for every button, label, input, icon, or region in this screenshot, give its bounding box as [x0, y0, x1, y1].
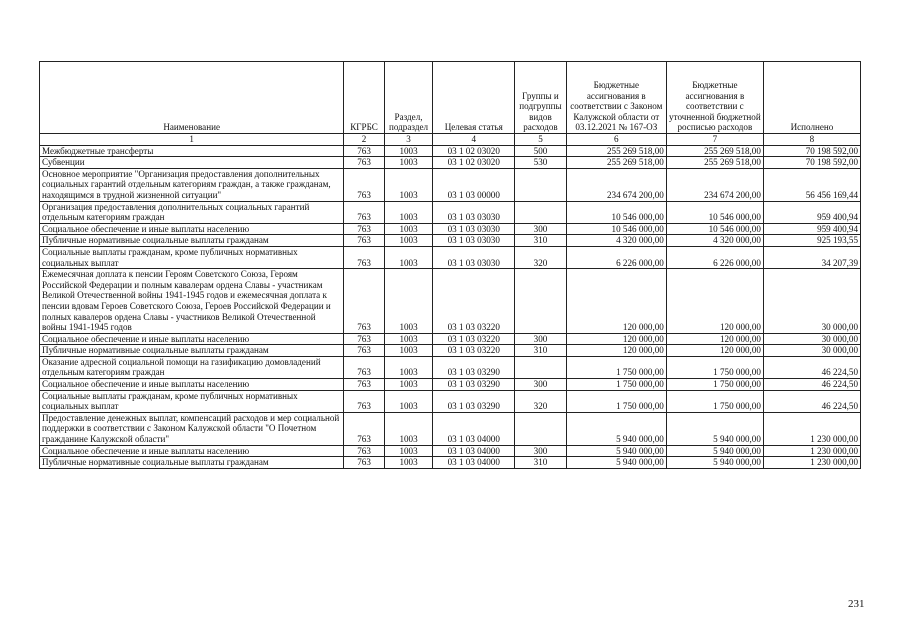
row-executed: 959 400,94: [763, 201, 860, 223]
table-row: [40, 168, 861, 201]
table-row: [40, 223, 861, 235]
row-law-allocation: 4 320 000,00: [566, 235, 666, 247]
row-kgrbs: 763: [344, 412, 384, 445]
row-plan-allocation: 10 546 000,00: [666, 201, 763, 223]
row-group: 500: [515, 145, 567, 157]
row-section: 1003: [384, 223, 433, 235]
header-name: Наименование: [40, 62, 344, 134]
table-row: [40, 390, 861, 412]
row-name: Социальное обеспечение и иные выплаты населению: [40, 223, 344, 235]
row-kgrbs: 763: [344, 390, 384, 412]
row-kgrbs: 763: [344, 246, 384, 268]
row-section: 1003: [384, 445, 433, 457]
row-group: 310: [515, 235, 567, 247]
table-row: [40, 246, 861, 268]
row-executed: 1 230 000,00: [763, 457, 860, 469]
header-section: Раздел, подраздел: [384, 62, 433, 134]
row-plan-allocation: 5 940 000,00: [666, 457, 763, 469]
row-executed: 30 000,00: [763, 333, 860, 345]
page-number: 231: [848, 598, 865, 610]
header-executed: Исполнено: [763, 62, 860, 134]
column-number: 8: [763, 134, 860, 146]
header-row: [40, 62, 861, 134]
row-name: Ежемесячная доплата к пенсии Героям Советского Союза, Героям Российской Федерации и полным кавалерам ордена Славы - участникам Великой Отечественной войны 1941-1945 годов и ежемесячная доплата к пенсии вдовам Героев Советского Союза, Героев Российской Федерации и полных кавалеров ордена Славы - участников Великой Отечественной войны 1941-1945 годов: [40, 269, 344, 334]
row-section: 1003: [384, 412, 433, 445]
row-target: 03 1 03 03030: [433, 246, 515, 268]
column-number: 2: [344, 134, 384, 146]
row-executed: 56 456 169,44: [763, 168, 860, 201]
row-group: [515, 356, 567, 378]
table-row: [40, 356, 861, 378]
row-kgrbs: 763: [344, 269, 384, 334]
row-executed: 46 224,50: [763, 356, 860, 378]
row-section: 1003: [384, 269, 433, 334]
header-plan-allocations: Бюджетные ассигнования в соответствии с уточненной бюджетной росписью расходов: [666, 62, 763, 134]
row-kgrbs: 763: [344, 201, 384, 223]
row-section: 1003: [384, 168, 433, 201]
row-name: Социальное обеспечение и иные выплаты населению: [40, 445, 344, 457]
row-plan-allocation: 1 750 000,00: [666, 379, 763, 391]
row-target: 03 1 03 03030: [433, 223, 515, 235]
row-group: 310: [515, 345, 567, 357]
table-row: [40, 445, 861, 457]
row-executed: 925 193,55: [763, 235, 860, 247]
row-target: 03 1 03 03030: [433, 235, 515, 247]
table-row: [40, 235, 861, 247]
row-group: [515, 269, 567, 334]
row-plan-allocation: 10 546 000,00: [666, 223, 763, 235]
row-section: 1003: [384, 157, 433, 169]
row-law-allocation: 120 000,00: [566, 269, 666, 334]
row-section: 1003: [384, 379, 433, 391]
row-target: 03 1 03 03290: [433, 390, 515, 412]
row-target: 03 1 02 03020: [433, 145, 515, 157]
row-group: [515, 201, 567, 223]
row-target: 03 1 03 04000: [433, 445, 515, 457]
table-row: [40, 157, 861, 169]
row-group: 530: [515, 157, 567, 169]
table-body: [40, 145, 861, 468]
row-law-allocation: 5 940 000,00: [566, 445, 666, 457]
row-section: 1003: [384, 356, 433, 378]
row-executed: 46 224,50: [763, 379, 860, 391]
row-kgrbs: 763: [344, 168, 384, 201]
row-section: 1003: [384, 333, 433, 345]
row-name: Социальное обеспечение и иные выплаты населению: [40, 379, 344, 391]
header-groups: Группы и подгруппы видов расходов: [515, 62, 567, 134]
row-group: 300: [515, 333, 567, 345]
row-law-allocation: 255 269 518,00: [566, 145, 666, 157]
row-group: 320: [515, 246, 567, 268]
row-name: Оказание адресной социальной помощи на газификацию домовладений отдельным категориям граждан: [40, 356, 344, 378]
table-header: [40, 62, 861, 146]
row-group: 300: [515, 223, 567, 235]
row-section: 1003: [384, 457, 433, 469]
row-plan-allocation: 120 000,00: [666, 345, 763, 357]
row-kgrbs: 763: [344, 379, 384, 391]
table-row: [40, 201, 861, 223]
table-row: [40, 345, 861, 357]
row-law-allocation: 6 226 000,00: [566, 246, 666, 268]
header-kgrbs: КГРБС: [344, 62, 384, 134]
row-law-allocation: 255 269 518,00: [566, 157, 666, 169]
row-group: [515, 412, 567, 445]
row-section: 1003: [384, 390, 433, 412]
column-number: 7: [666, 134, 763, 146]
row-target: 03 1 03 03030: [433, 201, 515, 223]
row-law-allocation: 234 674 200,00: [566, 168, 666, 201]
row-plan-allocation: 4 320 000,00: [666, 235, 763, 247]
row-name: Межбюджетные трансферты: [40, 145, 344, 157]
row-section: 1003: [384, 235, 433, 247]
row-name: Социальное обеспечение и иные выплаты населению: [40, 333, 344, 345]
row-section: 1003: [384, 246, 433, 268]
row-plan-allocation: 1 750 000,00: [666, 390, 763, 412]
row-executed: 1 230 000,00: [763, 445, 860, 457]
row-name: Организация предоставления дополнительных социальных гарантий отдельным категориям граждан: [40, 201, 344, 223]
column-number-row: [40, 134, 861, 146]
row-target: 03 1 03 03290: [433, 379, 515, 391]
header-law-allocations: Бюджетные ассигнования в соответствии с Законом Калужской области от 03.12.2021 № 167-ОЗ: [566, 62, 666, 134]
column-number: 3: [384, 134, 433, 146]
row-name: Социальные выплаты гражданам, кроме публичных нормативных социальных выплат: [40, 390, 344, 412]
row-kgrbs: 763: [344, 235, 384, 247]
row-target: 03 1 03 04000: [433, 412, 515, 445]
row-kgrbs: 763: [344, 223, 384, 235]
column-number: 4: [433, 134, 515, 146]
row-plan-allocation: 120 000,00: [666, 269, 763, 334]
row-law-allocation: 120 000,00: [566, 345, 666, 357]
table-row: [40, 379, 861, 391]
row-target: 03 1 03 00000: [433, 168, 515, 201]
row-target: 03 1 03 03220: [433, 333, 515, 345]
row-executed: 30 000,00: [763, 269, 860, 334]
table-row: [40, 145, 861, 157]
row-executed: 70 198 592,00: [763, 145, 860, 157]
row-law-allocation: 10 546 000,00: [566, 223, 666, 235]
row-kgrbs: 763: [344, 457, 384, 469]
row-name: Публичные нормативные социальные выплаты гражданам: [40, 235, 344, 247]
row-plan-allocation: 1 750 000,00: [666, 356, 763, 378]
row-kgrbs: 763: [344, 445, 384, 457]
row-target: 03 1 03 04000: [433, 457, 515, 469]
row-plan-allocation: 5 940 000,00: [666, 412, 763, 445]
row-law-allocation: 10 546 000,00: [566, 201, 666, 223]
row-target: 03 1 03 03220: [433, 345, 515, 357]
row-section: 1003: [384, 345, 433, 357]
row-name: Публичные нормативные социальные выплаты гражданам: [40, 457, 344, 469]
row-target: 03 1 03 03290: [433, 356, 515, 378]
row-executed: 34 207,39: [763, 246, 860, 268]
row-plan-allocation: 255 269 518,00: [666, 145, 763, 157]
row-plan-allocation: 120 000,00: [666, 333, 763, 345]
row-kgrbs: 763: [344, 333, 384, 345]
row-executed: 1 230 000,00: [763, 412, 860, 445]
row-law-allocation: 1 750 000,00: [566, 379, 666, 391]
column-number: 6: [566, 134, 666, 146]
row-name: Публичные нормативные социальные выплаты гражданам: [40, 345, 344, 357]
row-executed: 30 000,00: [763, 345, 860, 357]
row-law-allocation: 120 000,00: [566, 333, 666, 345]
row-section: 1003: [384, 145, 433, 157]
row-name: Социальные выплаты гражданам, кроме публичных нормативных социальных выплат: [40, 246, 344, 268]
row-plan-allocation: 6 226 000,00: [666, 246, 763, 268]
row-kgrbs: 763: [344, 145, 384, 157]
row-name: Предоставление денежных выплат, компенсаций расходов и мер социальной поддержки в соответствии с Законом Калужской области "О Почетном гражданине Калужской области": [40, 412, 344, 445]
row-name: Субвенции: [40, 157, 344, 169]
row-law-allocation: 1 750 000,00: [566, 390, 666, 412]
row-group: 300: [515, 379, 567, 391]
row-target: 03 1 02 03020: [433, 157, 515, 169]
row-law-allocation: 5 940 000,00: [566, 412, 666, 445]
column-number: 1: [40, 134, 344, 146]
row-group: [515, 168, 567, 201]
row-kgrbs: 763: [344, 345, 384, 357]
row-executed: 46 224,50: [763, 390, 860, 412]
table-row: [40, 333, 861, 345]
row-law-allocation: 1 750 000,00: [566, 356, 666, 378]
row-executed: 70 198 592,00: [763, 157, 860, 169]
table-row: [40, 457, 861, 469]
column-number: 5: [515, 134, 567, 146]
row-law-allocation: 5 940 000,00: [566, 457, 666, 469]
row-group: 310: [515, 457, 567, 469]
row-kgrbs: 763: [344, 157, 384, 169]
header-target: Целевая статья: [433, 62, 515, 134]
row-name: Основное мероприятие "Организация предоставления дополнительных социальных гарантий отдельным категориям граждан, а также гражданам, находящимся в трудной жизненной ситуации": [40, 168, 344, 201]
table-row: [40, 412, 861, 445]
table-row: [40, 269, 861, 334]
row-executed: 959 400,94: [763, 223, 860, 235]
row-group: 300: [515, 445, 567, 457]
row-section: 1003: [384, 201, 433, 223]
row-target: 03 1 03 03220: [433, 269, 515, 334]
row-plan-allocation: 5 940 000,00: [666, 445, 763, 457]
row-plan-allocation: 255 269 518,00: [666, 157, 763, 169]
budget-table: [39, 61, 861, 469]
row-group: 320: [515, 390, 567, 412]
row-plan-allocation: 234 674 200,00: [666, 168, 763, 201]
row-kgrbs: 763: [344, 356, 384, 378]
